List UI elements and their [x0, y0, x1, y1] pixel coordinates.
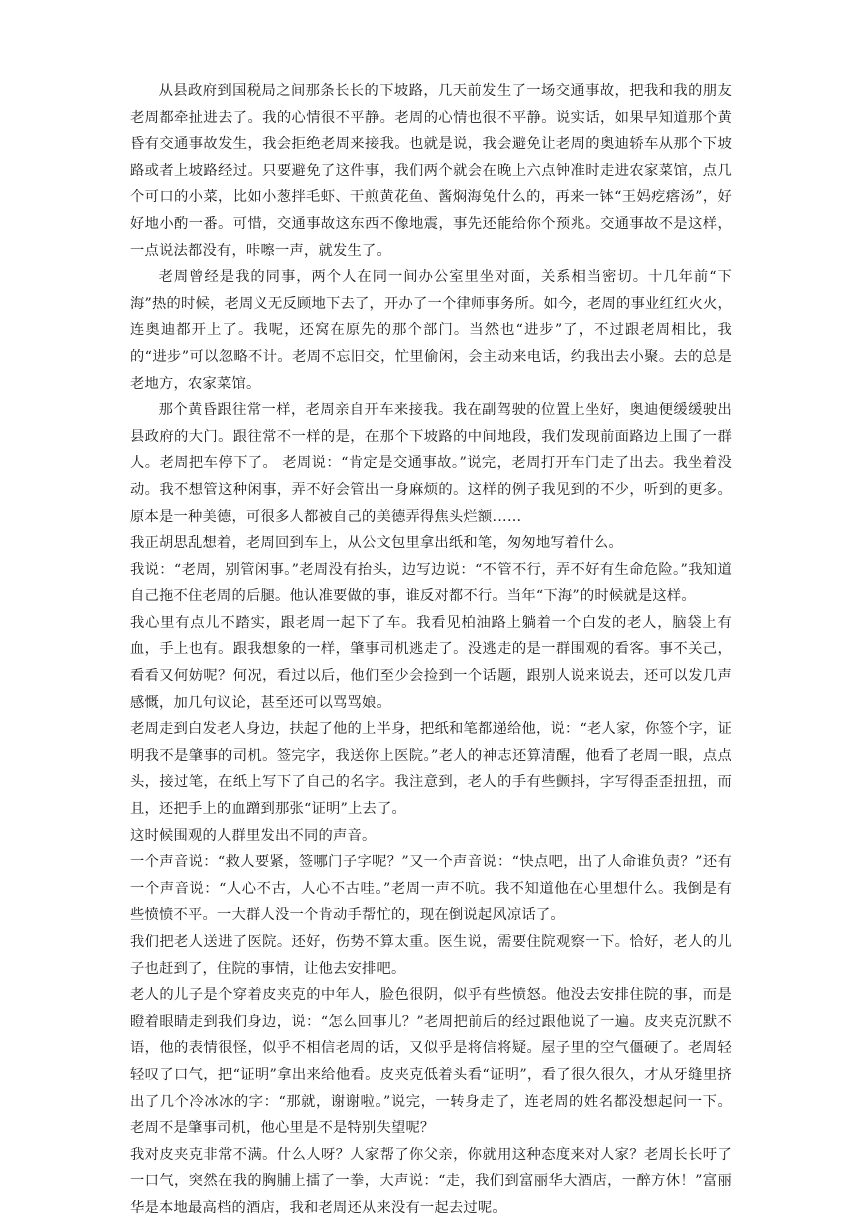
paragraph-1: 从县政府到国税局之间那条长长的下坡路，几天前发生了一场交通事故，把我和我的朋友老周都牵扯进去了。我的心情很不平静。老周的心情也很不平静。说实话，如果早知道那个黄昏有交通事故发生，我会拒绝老周来接我。也就是说，我会避免让老周的奥迪轿车从那个下坡路或者上坡路经过。只要避免了这件事，我们两个就会在晚上六点钟准时走进农家菜馆，点几个可口的小菜，比如小葱拌毛虾、干煎黄花鱼、酱焖海兔什么的，再来一钵“王妈疙瘩汤”，好好地小酌一番。可惜，交通事故这东西不像地震，事先还能给你个预兆。交通事故不是这样，一点说法都没有，咔嚓一声，就发生了。: [130, 83, 732, 259]
paragraph-4: 我正胡思乱想着，老周回到车上，从公文包里拿出纸和笔，匆匆地写着什么。: [130, 535, 623, 552]
paragraph-5: 我说：“老周，别管闲事。”老周没有抬头，边写边说：“不管不行，弄不好有生命危险。”我知道自己拖不住老周的后腿。他认准要做的事，谁反对都不行。当年“下海”的时候就是这样。: [130, 561, 732, 605]
paragraph-8: 这时候围观的人群里发出不同的声音。: [130, 827, 377, 844]
article-body: [130, 78, 732, 1222]
paragraph-9: 一个声音说：“救人要紧，签哪门子字呢？”又一个声音说：“快点吧，出了人命谁负责？”还有一个声音说：“人心不古，人心不古哇。”老周一声不吭。我不知道他在心里想什么。我倒是有些愤愤不平。一大群人没一个肯动手帮忙的，现在倒说起风凉话了。: [130, 854, 732, 924]
paragraph-10: 我们把老人送进了医院。还好，伤势不算太重。医生说，需要住院观察一下。恰好，老人的儿子也赶到了，住院的事情，让他去安排吧。: [130, 934, 732, 977]
paragraph-11: 老人的儿子是个穿着皮夹克的中年人，脸色很阴，似乎有些愤怒。他没去安排住院的事，而是瞪着眼睛走到我们身边，说：“怎么回事儿？”老周把前后的经过跟他说了一遍。皮夹克沉默不语，他的表情很怪，似乎不相信老周的话，又似乎是将信将疑。屋子里的空气僵硬了。老周轻轻叹了口气，把“证明”拿出来给他看。皮夹克低着头看“证明”，看了很久很久，才从牙缝里挤出了几个冷冰冰的字：“那就，谢谢啦。”说完，一转身走了，连老周的姓名都没想起问一下。老周不是肇事司机，他心里是不是特别失望呢？: [130, 987, 732, 1137]
paragraph-12: 我对皮夹克非常不满。什么人呀？人家帮了你父亲，你就用这种态度来对人家？老周长长吁了一口气，突然在我的胸脯上擂了一拳，大声说：“走，我们到富丽华大酒店，一醉方休！”富丽华是本地最高档的酒店，我和老周还从来没有一起去过呢。: [130, 1146, 732, 1216]
paragraph-2: 老周曾经是我的同事，两个人在同一间办公室里坐对面，关系相当密切。十几年前“下海”热的时候，老周义无反顾地下去了，开办了一个律师事务所。如今，老周的事业红红火火，连奥迪都开上了。我呢，还窝在原先的那个部门。当然也“进步”了，不过跟老周相比，我的“进步”可以忽略不计。老周不忘旧交，忙里偷闲，会主动来电话，约我出去小聚。去的总是老地方，农家菜馆。: [130, 269, 732, 392]
paragraph-6: 我心里有点儿不踏实，跟老周一起下了车。我看见柏油路上躺着一个白发的老人，脑袋上有血，手上也有。跟我想象的一样，肇事司机逃走了。没逃走的是一群围观的看客。事不关己，看看又何妨呢？何况，看过以后，他们至少会捡到一个话题，跟别人说来说去，还可以发几声感慨，加几句议论，甚至还可以骂骂娘。: [130, 614, 732, 711]
paragraph-7: 老周走到白发老人身边，扶起了他的上半身，把纸和笔都递给他，说：“老人家，你签个字，证明我不是肇事的司机。签完字，我送你上医院。”老人的神志还算清醒，他看了老周一眼，点点头，接过笔，在纸上写下了自己的名字。我注意到，老人的手有些颤抖，字写得歪歪扭扭，而且，还把手上的血蹭到那张“证明”上去了。: [130, 721, 732, 818]
paragraph-3: 那个黄昏跟往常一样，老周亲自开车来接我。我在副驾驶的位置上坐好，奥迪便缓缓驶出县政府的大门。跟往常不一样的是，在那个下坡路的中间地段，我们发现前面路边上围了一群人。老周把车停下了。 老周说：“肯定是交通事故。”说完，老周打开车门走了出去。我坐着没动。我不想管这种闲事，弄不好会管出一身麻烦的。这样的例子我见到的不少，听到的更多。原本是一种美德，可很多人都被自己的美德弄得焦头烂额……: [130, 402, 732, 525]
